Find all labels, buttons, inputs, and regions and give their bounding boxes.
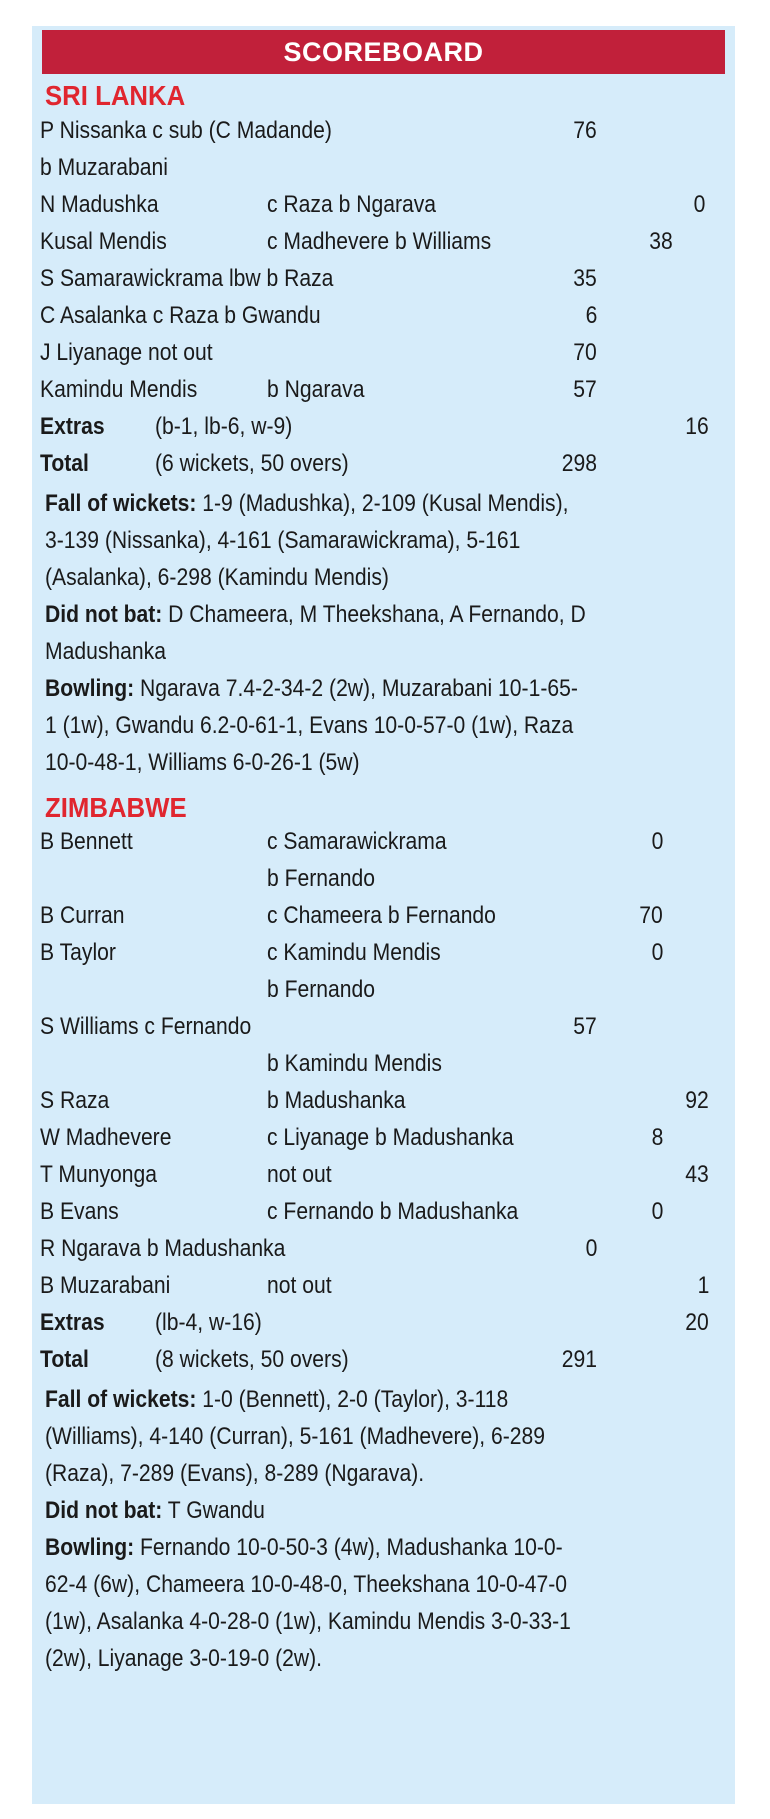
fow-text: (Raza), 7-289 (Evans), 8-289 (Ngarava). [45,1460,425,1487]
batter-runs: 43 [685,1161,709,1188]
batter-name: B Muzarabani [40,1272,171,1299]
extras-detail: (lb-4, w-16) [155,1309,262,1336]
extras-value: 16 [685,413,709,440]
batter-dismissal: b Madushanka [267,1087,406,1114]
bowling-text: Ngarava 7.4-2-34-2 (2w), Muzarabani 10-1-65- [134,675,578,702]
batter-runs: 76 [573,117,597,144]
bowling-label: Bowling: [45,675,135,702]
did-not-bat [45,596,720,670]
dnb-text: Madushanka [45,638,166,665]
fall-of-wickets [45,1381,720,1492]
fow-text: 1-9 (Madushka), 2-109 (Kusal Mendis), [196,490,569,517]
batter-dismissal: c Raza b Ngarava [267,191,437,218]
bowling-label: Bowling: [45,1534,135,1561]
batter-dismissal: c Samarawickrama [267,828,447,855]
batter-name: J Liyanage not out [40,339,213,366]
total-label: Total [40,1346,89,1373]
bowling-text: (1w), Asalanka 4-0-28-0 (1w), Kamindu Mendis 3-0-33-1 [45,1608,571,1635]
batter-runs: 0 [651,1198,663,1225]
fow-text: 1-0 (Bennett), 2-0 (Taylor), 3-118 [196,1386,509,1413]
fall-of-wickets [45,485,720,596]
batter-dismissal-cont: b Fernando [267,976,376,1003]
batter-name: T Munyonga [40,1161,158,1188]
bowling-text: Fernando 10-0-50-3 (4w), Madushanka 10-0- [134,1534,563,1561]
batter-runs: 92 [685,1087,709,1114]
scoreboard-panel [32,26,735,1804]
batter-runs: 8 [651,1124,663,1151]
did-not-bat [45,1492,720,1529]
batter-runs: 6 [585,302,597,329]
total-detail: (8 wickets, 50 overs) [155,1346,349,1373]
fow-text: 3-139 (Nissanka), 4-161 (Samarawickrama), 5-161 [45,527,521,554]
bowling-text: 1 (1w), Gwandu 6.2-0-61-1, Evans 10-0-57-0 (1w), Raza [45,712,574,739]
batter-name: B Bennett [40,828,133,855]
batter-name: N Madushka [40,191,159,218]
batter-runs: 57 [573,376,597,403]
batter-runs: 0 [651,939,663,966]
bowling-figures [45,1529,720,1677]
batter-dismissal-cont: b Muzarabani [40,154,168,181]
batter-runs: 0 [585,1235,597,1262]
bowling-text: (2w), Liyanage 3-0-19-0 (2w). [45,1645,323,1672]
bowling-text: 62-4 (6w), Chameera 10-0-48-0, Theekshana 10-0-47-0 [45,1571,568,1598]
batter-runs: 70 [573,339,597,366]
batter-dismissal: c Liyanage b Madushanka [267,1124,514,1151]
fow-text: (Asalanka), 6-298 (Kamindu Mendis) [45,564,389,591]
dnb-label: Did not bat: [45,601,163,628]
batter-name: S Williams c Fernando [40,1013,252,1040]
batter-name: S Raza [40,1087,110,1114]
batter-line: P Nissanka c sub (C Madande) [40,117,332,144]
batter-dismissal-cont: b Fernando [267,865,376,892]
batter-dismissal: c Fernando b Madushanka [267,1198,519,1225]
batter-dismissal: c Chameera b Fernando [267,902,496,929]
batter-runs: 0 [693,191,705,218]
batter-dismissal: c Kamindu Mendis [267,939,441,966]
extras-label: Extras [40,1309,105,1336]
total-label: Total [40,450,89,477]
batter-runs: 57 [573,1013,597,1040]
batter-name: Kamindu Mendis [40,376,198,403]
batter-dismissal-cont: b Kamindu Mendis [267,1050,442,1077]
fow-text: (Williams), 4-140 (Curran), 5-161 (Madhevere), 6-289 [45,1423,546,1450]
fow-label: Fall of wickets: [45,490,197,517]
batter-name: C Asalanka c Raza b Gwandu [40,302,321,329]
batter-dismissal: c Madhevere b Williams [267,228,492,255]
batter-runs: 35 [573,265,597,292]
batter-name: B Taylor [40,939,116,966]
team-name-sri-lanka: SRI LANKA [45,80,186,111]
batter-name: R Ngarava b Madushanka [40,1235,286,1262]
dnb-text: T Gwandu [162,1497,265,1524]
bowling-text: 10-0-48-1, Williams 6-0-26-1 (5w) [45,749,360,776]
batter-runs: 70 [639,902,663,929]
bowling-figures [45,670,720,781]
batter-runs: 38 [649,228,673,255]
dnb-text: D Chameera, M Theekshana, A Fernando, D [162,601,586,628]
batter-dismissal: not out [267,1272,332,1299]
batter-runs: 1 [697,1272,709,1299]
total-value: 298 [561,450,597,477]
dnb-label: Did not bat: [45,1497,163,1524]
total-detail: (6 wickets, 50 overs) [155,450,349,477]
team-name-zimbabwe: ZIMBABWE [45,792,187,823]
batter-name: W Madhevere [40,1124,172,1151]
batter-name: S Samarawickrama lbw b Raza [40,265,334,292]
total-value: 291 [561,1346,597,1373]
batter-dismissal: not out [267,1161,332,1188]
extras-label: Extras [40,413,105,440]
fow-label: Fall of wickets: [45,1386,197,1413]
batter-name: Kusal Mendis [40,228,167,255]
batter-name: B Evans [40,1198,119,1225]
batter-runs: 0 [651,828,663,855]
extras-value: 20 [685,1309,709,1336]
scoreboard-title: SCOREBOARD [42,30,725,74]
batter-name: B Curran [40,902,125,929]
batter-dismissal: b Ngarava [267,376,365,403]
extras-detail: (b-1, lb-6, w-9) [155,413,293,440]
